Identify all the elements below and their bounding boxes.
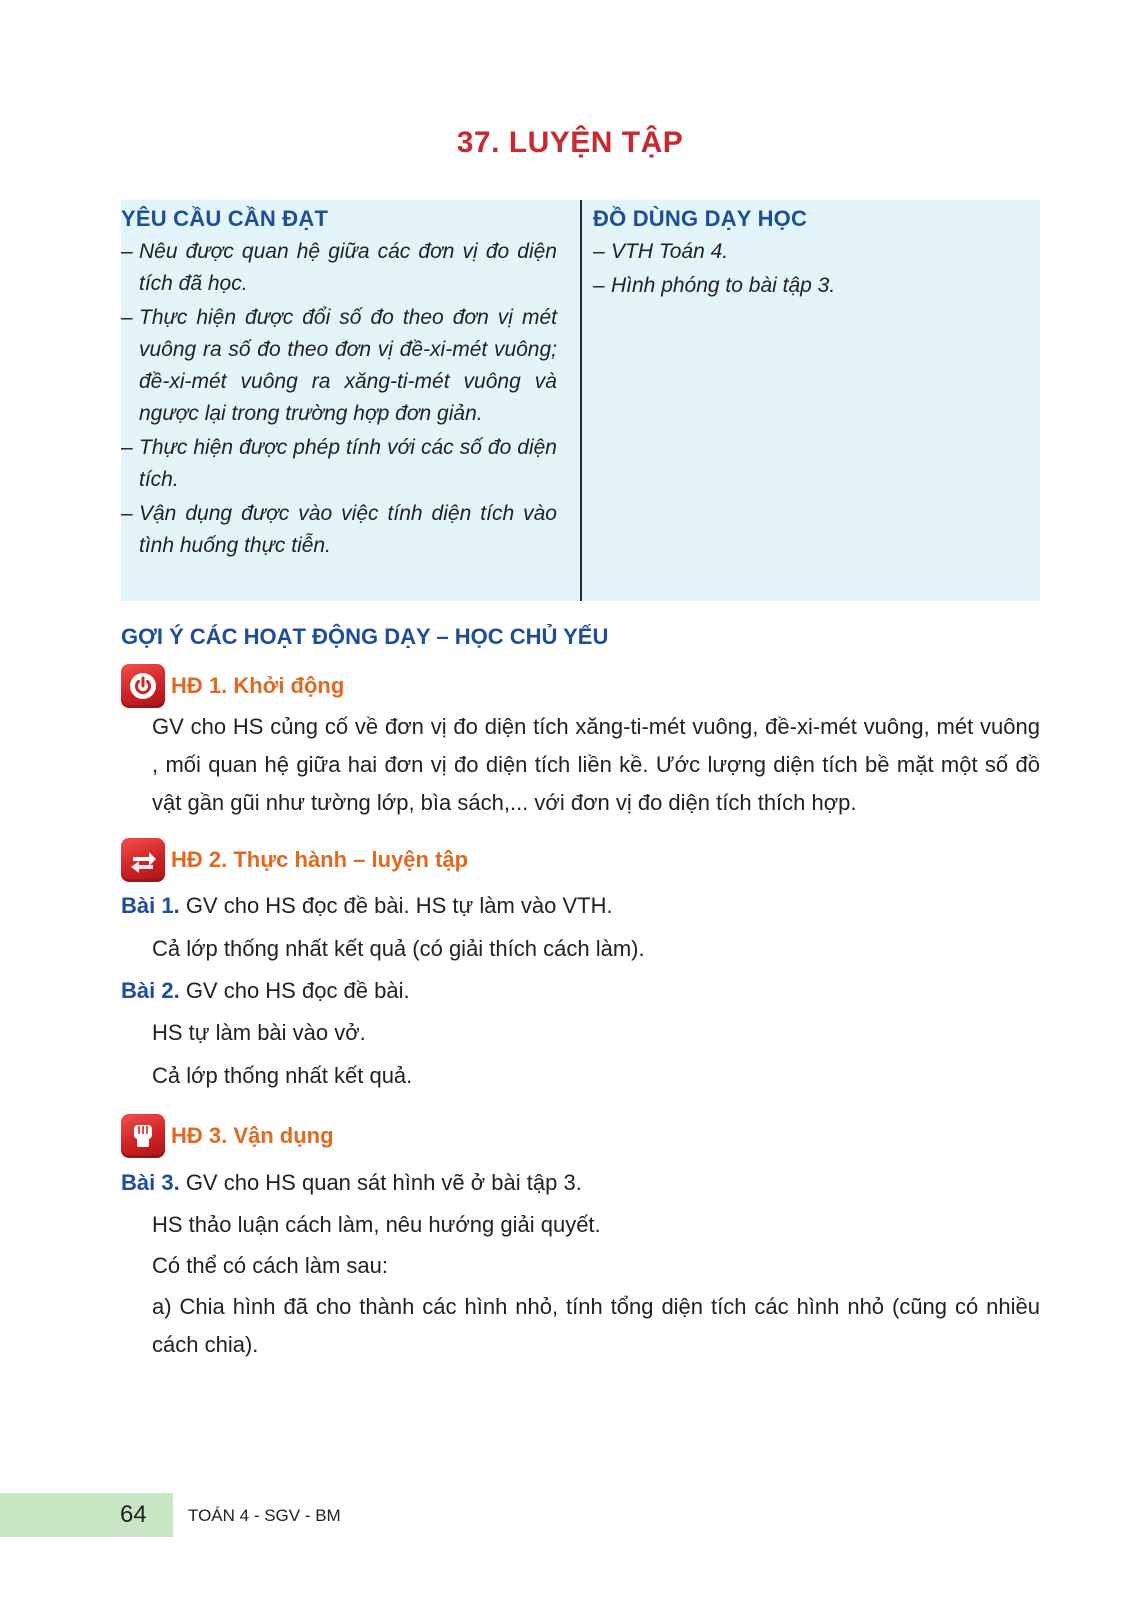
book-title: TOÁN 4 - SGV - BM: [188, 1506, 341, 1525]
materials-list: [593, 236, 1023, 302]
bai1-line2: Cả lớp thống nhất kết quả (có giải thích cách làm).: [152, 936, 645, 961]
lesson-title: 37. LUYỆN TẬP: [456, 126, 684, 159]
power-icon: [121, 664, 165, 708]
bai1-label: Bài 1.: [121, 893, 180, 918]
bai3-line3: Có thể có cách làm sau:: [152, 1253, 389, 1278]
fist-icon: [121, 1114, 165, 1158]
bai2-line2: HS tự làm bài vào vở.: [152, 1020, 366, 1045]
bai2-line3: Cả lớp thống nhất kết quả.: [152, 1063, 413, 1088]
requirement-item: – Nêu được quan hệ giữa các đơn vị đo diện tích đã học.: [121, 240, 557, 295]
hd1-header: [121, 664, 344, 708]
bai3-label: Bài 3.: [121, 1170, 180, 1195]
bai3-line: Bài 3. GV cho HS quan sát hình vẽ ở bài tập 3.: [121, 1170, 582, 1195]
materials-heading: ĐỒ DÙNG DẠY HỌC: [593, 206, 808, 231]
page-number: 64: [120, 1501, 147, 1528]
hd2-label: HĐ 2. Thực hành – luyện tập: [171, 847, 469, 872]
bai2-label: Bài 2.: [121, 978, 180, 1003]
requirements-list: [121, 236, 557, 562]
column-divider: [580, 200, 582, 601]
requirement-item: – Thực hiện được phép tính với các số đo diện tích.: [121, 436, 557, 491]
footer-band: [0, 1493, 173, 1537]
exchange-arrows-icon: [121, 838, 165, 882]
hd3-header: [121, 1114, 334, 1158]
requirement-item: – Thực hiện được đổi số đo theo đơn vị mét vuông ra số đo theo đơn vị đề-xi-mét vuông; đề-xi-mét vuông ra xăng-ti-mét vuông và ngược lại trong trường hợp đơn giản.: [121, 306, 557, 425]
requirements-heading: YÊU CẦU CẦN ĐẠT: [121, 206, 329, 231]
requirements-column: [121, 204, 557, 564]
bai3-line2: HS thảo luận cách làm, nêu hướng giải quyết.: [152, 1212, 601, 1237]
material-item: – VTH Toán 4.: [593, 240, 729, 263]
requirement-item: – Vận dụng được vào việc tính diện tích vào tình huống thực tiễn.: [121, 502, 557, 557]
material-item: – Hình phóng to bài tập 3.: [593, 274, 836, 297]
bai3-line4: a) Chia hình đã cho thành các hình nhỏ, tính tổng diện tích các hình nhỏ (cũng có nhiều cách chia).: [152, 1294, 1040, 1357]
hd3-label: HĐ 3. Vận dụng: [171, 1123, 334, 1148]
hd1-label: HĐ 1. Khởi động: [171, 673, 345, 698]
hd2-header: [121, 838, 468, 882]
bai2-line: Bài 2. GV cho HS đọc đề bài.: [121, 978, 410, 1003]
materials-column: [593, 204, 1023, 304]
bai1-line: Bài 1. GV cho HS đọc đề bài. HS tự làm vào VTH.: [121, 893, 613, 918]
activities-heading: GỢI Ý CÁC HOẠT ĐỘNG DẠY – HỌC CHỦ YẾU: [121, 624, 609, 649]
hd1-text: GV cho HS củng cố về đơn vị đo diện tích xăng-ti-mét vuông, đề-xi-mét vuông, mét vuông , mối quan hệ giữa hai đơn vị đo diện tích liền kề. Ước lượng diện tích bề mặt một số đồ vật gần gũi như tường lớp, bìa sách,... với đơn vị đo diện tích thích hợp.: [152, 714, 1040, 815]
